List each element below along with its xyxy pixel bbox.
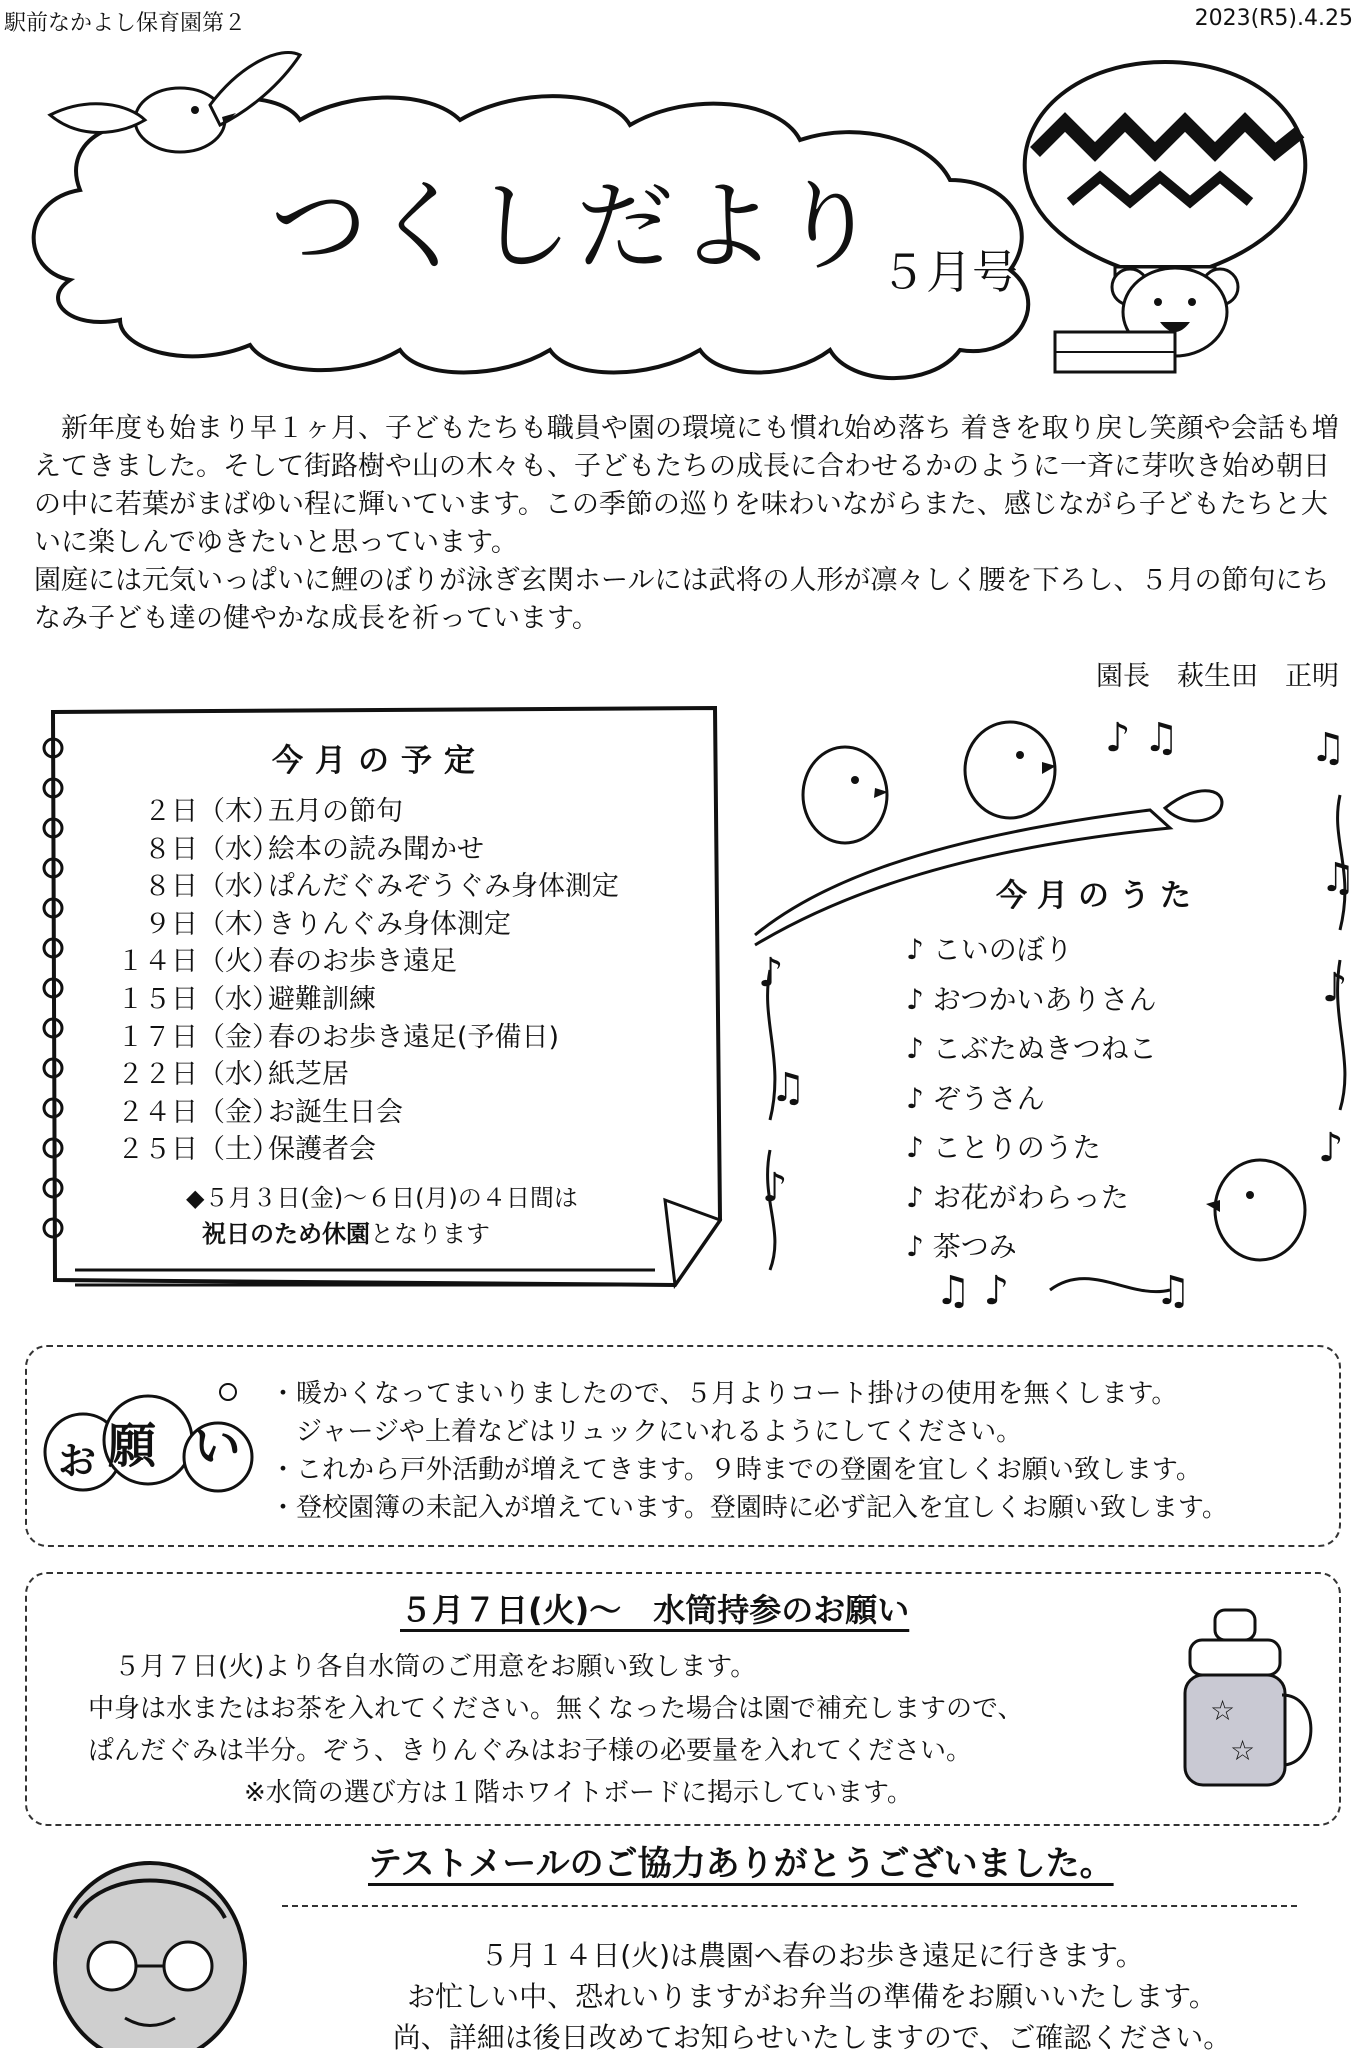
greeting-text bbox=[34, 410, 1344, 638]
closure-note bbox=[186, 1180, 578, 1252]
water-bottle-line: ※水筒の選び方は１階ホワイトボードに掲示しています。 bbox=[88, 1778, 913, 1808]
water-bottle-text bbox=[88, 1646, 1023, 1814]
schedule-item: １７日 （金） 春のお歩き遠足(予備日) bbox=[117, 1021, 560, 1053]
greeting-paragraph-1: 新年度も始まり早１ヶ月、子どもたちも職員や園の環境にも慣れ始め落ち 着きを取り戻し笑顔や会話も増えてきました。そして街路樹や山の木々も、子どもたちの成長に合わせるかのように一斉に芽吹き始め朝日の中に若葉がまばゆい程に輝いています。この季節の巡りを味わいながらまた、感じながら子どもたちと大いに楽しんでゆきたいと思っています。 bbox=[34, 413, 1339, 558]
schedule-list bbox=[110, 793, 619, 1169]
music-note-icon: ♪ bbox=[758, 950, 784, 996]
songs-list bbox=[906, 925, 1157, 1272]
song-item: ♪ お花がわらった bbox=[906, 1180, 1129, 1214]
music-note-icon: ♫ bbox=[1310, 725, 1346, 771]
field-trip-line: ５月１４日(火)は農園へ春のお歩き遠足に行きます。 bbox=[480, 1939, 1144, 1972]
bird-icon bbox=[965, 722, 1056, 818]
svg-text:☆: ☆ bbox=[1210, 1694, 1236, 1727]
school-name: 駅前なかよし保育園第２ bbox=[4, 11, 247, 36]
request-line: ジャージや上着などはリュックにいれるようにしてください。 bbox=[270, 1417, 1023, 1447]
principal-signature: 園長 萩生田 正明 bbox=[1096, 661, 1339, 692]
schedule-item: １５日 （水） 避難訓練 bbox=[117, 983, 376, 1015]
request-line: ・これから戸外活動が増えてきます。９時までの登園を宜しくお願い致します。 bbox=[270, 1455, 1202, 1485]
greeting-paragraph-2: 園庭には元気いっぱいに鯉のぼりが泳ぎ玄関ホールには武将の人形が凛々しく腰を下ろし、５月の節句にちなみ子ども達の健やかな成長を祈っています。 bbox=[34, 565, 1330, 634]
issue-date: 2023(R5).4.25 bbox=[1194, 6, 1353, 31]
music-note-icon: ♪ bbox=[1318, 1125, 1344, 1171]
field-trip-line: お忙しい中、恐れいりますがお弁当の準備をお願いいたします。 bbox=[407, 1980, 1217, 2013]
test-mail-title: テストメールのご協力ありがとうございました。 bbox=[368, 1844, 1114, 1884]
music-note-icon: ♪ bbox=[1322, 965, 1348, 1011]
divider bbox=[282, 1905, 1297, 1907]
bird-icon bbox=[1206, 1160, 1305, 1260]
old-man-icon bbox=[30, 1838, 270, 2048]
music-note-icon: ♫ ♪ bbox=[935, 1268, 1010, 1314]
song-item: ♪ ぞうさん bbox=[906, 1081, 1045, 1115]
schedule-item: ２日 （木） 五月の節句 bbox=[144, 796, 403, 827]
song-item: ♪ こぶたぬきつねこ bbox=[906, 1032, 1157, 1065]
song-item: ♪ おつかいありさん bbox=[906, 982, 1157, 1016]
schedule-item: ２２日 （水） 紙芝居 bbox=[117, 1059, 349, 1091]
song-item: ♪ ことりのうた bbox=[906, 1131, 1101, 1164]
request-line: ・暖かくなってまいりましたので、５月よりコート掛けの使用を無くします。 bbox=[270, 1379, 1178, 1409]
hot-air-balloon-icon bbox=[1010, 52, 1320, 382]
bird-icon bbox=[40, 35, 310, 165]
music-note-icon: ♪ ♫ bbox=[1105, 715, 1180, 761]
water-bottle-line: 中身は水またはお茶を入れてください。無くなった場合は園で補充しますので、 bbox=[88, 1694, 1024, 1724]
newsletter-title: つくしだより bbox=[270, 170, 883, 284]
request-line: ・登校園簿の未記入が増えています。登園時に必ず記入を宜しくお願い致します。 bbox=[270, 1493, 1228, 1523]
schedule-item: ９日 （木） きりんぐみ身体測定 bbox=[144, 908, 511, 940]
song-item: ♪ 茶つみ bbox=[906, 1230, 1017, 1263]
request-list bbox=[270, 1375, 1228, 1527]
request-badge-negai: 願 い bbox=[108, 1418, 251, 1474]
music-note-icon: ♫ bbox=[1155, 1268, 1191, 1314]
closure-note-bold: 祝日のため休園 bbox=[202, 1220, 370, 1248]
songs-title: 今月のうた bbox=[996, 878, 1201, 914]
schedule-item: ８日 （水） 絵本の読み聞かせ bbox=[144, 833, 484, 865]
closure-note-tail: となります bbox=[370, 1220, 490, 1248]
request-badge-o: お bbox=[58, 1439, 97, 1483]
field-trip-text bbox=[352, 1935, 1272, 2058]
water-bottle-icon bbox=[1170, 1600, 1320, 1795]
issue-label: ５月号 bbox=[880, 245, 1018, 299]
schedule-title: 今月の予定 bbox=[272, 743, 487, 779]
music-note-icon: ♫ bbox=[1320, 855, 1356, 901]
song-item: ♪ こいのぼり bbox=[906, 933, 1073, 966]
music-note-icon: ♪ bbox=[762, 1165, 788, 1211]
water-bottle-line: ５月７日(火)より各自水筒のご用意をお願い致します。 bbox=[88, 1652, 757, 1682]
schedule-item: ８日 （水） ぱんだぐみぞうぐみ身体測定 bbox=[144, 871, 619, 903]
schedule-item: １４日 （火） 春のお歩き遠足 bbox=[117, 946, 457, 978]
water-bottle-title: ５月７日(火)～ 水筒持参のお願い bbox=[400, 1591, 910, 1629]
svg-text:☆: ☆ bbox=[1230, 1734, 1256, 1767]
closure-note-line: ◆５月３日(金)～６日(月)の４日間は bbox=[186, 1184, 578, 1212]
schedule-item: ２４日 （金） お誕生日会 bbox=[117, 1096, 403, 1128]
schedule-item: ２５日 （土） 保護者会 bbox=[117, 1134, 376, 1166]
field-trip-line: 尚、詳細は後日改めてお知らせいたしますので、ご確認ください。 bbox=[392, 2021, 1232, 2054]
bird-icon bbox=[803, 747, 888, 843]
water-bottle-line: ぱんだぐみは半分。ぞう、きりんぐみはお子様の必要量を入れてください。 bbox=[88, 1736, 973, 1766]
music-note-icon: ♫ bbox=[770, 1065, 806, 1111]
